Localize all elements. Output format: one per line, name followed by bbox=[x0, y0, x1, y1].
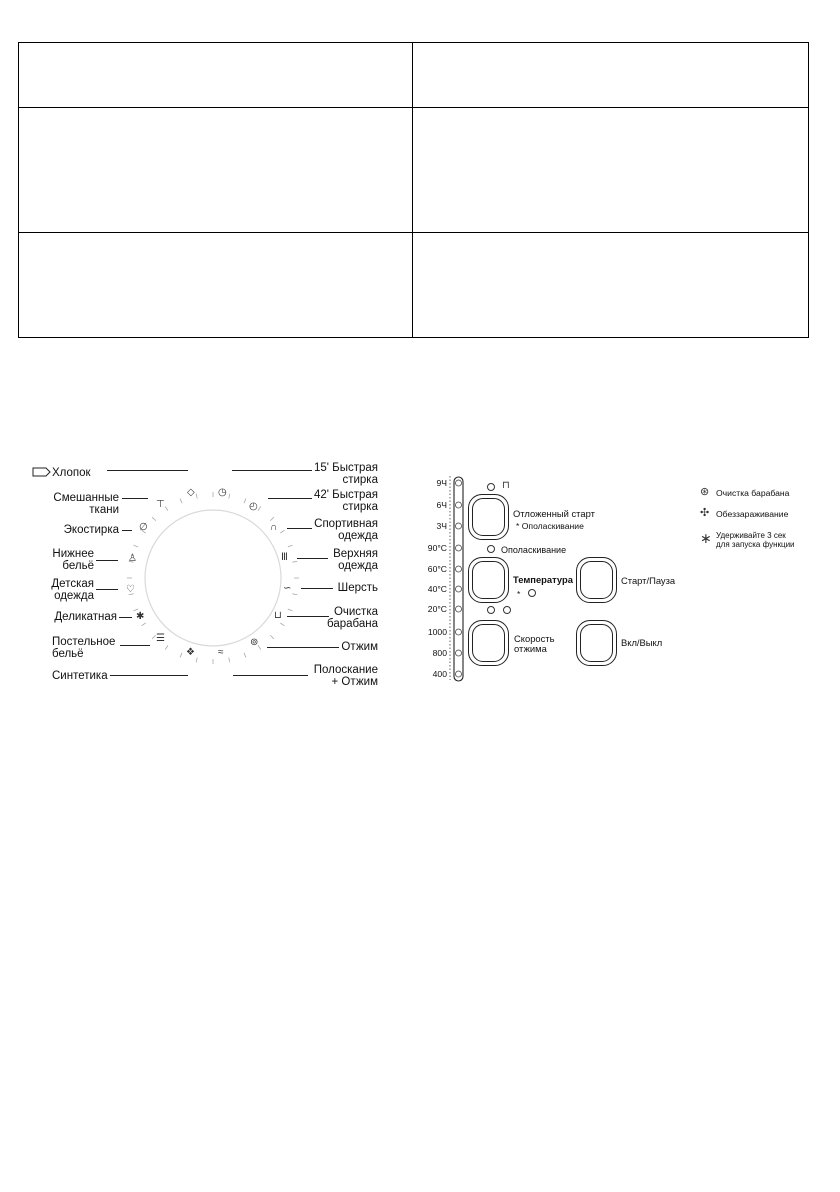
program-eco[interactable]: Экостирка bbox=[63, 524, 119, 536]
delay-start-label: Отложенный старт bbox=[513, 508, 595, 519]
delay-start-button[interactable] bbox=[468, 494, 509, 540]
program-mixed-line bbox=[122, 498, 148, 499]
dial-tick bbox=[180, 499, 182, 504]
program-quick42[interactable]: 42' Быстрая стирка bbox=[313, 489, 378, 513]
dial-tick bbox=[288, 545, 293, 547]
dial-tick bbox=[244, 653, 246, 658]
program-wool[interactable]: Шерсть bbox=[337, 582, 378, 594]
program-cotton[interactable]: Хлопок bbox=[52, 467, 91, 479]
legend-disinfect: Обеззараживание bbox=[716, 509, 789, 519]
legend-hold-note: Удерживайте 3 сек для запуска функции bbox=[716, 531, 795, 549]
program-synthetics-line bbox=[110, 675, 188, 676]
scale-label-90c: 90°C bbox=[427, 543, 447, 553]
dial-tick bbox=[258, 645, 261, 649]
sport-icon: ∩ bbox=[270, 522, 278, 533]
program-rinse-spin[interactable]: Полоскание + Отжим bbox=[313, 664, 378, 688]
dial-tick bbox=[134, 545, 139, 547]
quick15-icon: ◷ bbox=[218, 487, 227, 498]
asterisk-legend-icon: ∗ bbox=[700, 530, 712, 546]
underwear-icon: ♙ bbox=[128, 553, 137, 564]
legend-drum-clean: Очистка барабана bbox=[716, 488, 790, 498]
dial-tick bbox=[196, 494, 197, 499]
scale-label-3h: 3Ч bbox=[436, 521, 447, 531]
rinse-led bbox=[487, 545, 495, 553]
outerwear-icon: Ⅲ bbox=[281, 552, 288, 563]
start-pause-button[interactable] bbox=[576, 557, 617, 603]
delay-start-sub: * Ополаскивание bbox=[516, 521, 584, 531]
program-sport[interactable]: Спортивная одежда bbox=[314, 518, 378, 542]
delicate-icon: ✱ bbox=[136, 611, 145, 622]
temp-extra-icon bbox=[528, 589, 536, 597]
power-label: Вкл/Выкл bbox=[621, 637, 663, 648]
dial-tick bbox=[152, 517, 156, 521]
scale-label-40c: 40°C bbox=[427, 584, 447, 594]
baby-clothes-icon: ♡ bbox=[126, 584, 135, 595]
leaf-icon: ∅ bbox=[139, 522, 148, 533]
program-delicate-line bbox=[119, 617, 132, 618]
temperature-label: Температура bbox=[513, 574, 573, 585]
program-delicate[interactable]: Деликатная bbox=[54, 611, 117, 623]
spin-speed-label: Скорость отжима bbox=[514, 633, 555, 654]
program-mixed[interactable]: Смешанные ткани bbox=[53, 492, 119, 516]
tshirt-icon: ⊤ bbox=[156, 499, 165, 510]
program-underwear-line bbox=[96, 560, 118, 561]
program-eco-line bbox=[122, 530, 132, 531]
bedding-icon: ☰ bbox=[156, 633, 165, 644]
program-outerwear[interactable]: Верхняя одежда bbox=[333, 548, 378, 572]
dial-tick bbox=[141, 623, 145, 626]
dial-tick bbox=[196, 657, 197, 662]
start-pause-label: Старт/Пауза bbox=[621, 575, 676, 586]
program-quick15[interactable]: 15' Быстрая стирка bbox=[313, 462, 378, 486]
program-underwear[interactable]: Нижнее бельё bbox=[52, 548, 94, 572]
dial-tick bbox=[270, 517, 274, 521]
wool-icon: ∽ bbox=[283, 583, 292, 594]
dial-tick bbox=[229, 494, 230, 499]
scale-label-60c: 60°C bbox=[427, 564, 447, 574]
spin-led-2 bbox=[503, 606, 511, 614]
power-button[interactable] bbox=[576, 620, 617, 666]
dial-ticks bbox=[127, 492, 299, 664]
program-drumclean[interactable]: Очистка барабана bbox=[327, 606, 378, 630]
scale-label-6h: 6Ч bbox=[436, 500, 447, 510]
program-bedding[interactable]: Постельное бельё bbox=[52, 636, 116, 660]
dial-tick bbox=[180, 653, 182, 658]
synthetics-icon: ❖ bbox=[186, 647, 195, 658]
dial-tick bbox=[229, 657, 230, 662]
rinse-indicator-label: Ополаскивание bbox=[501, 545, 567, 555]
scale-label-1000: 1000 bbox=[427, 627, 447, 637]
dial-tick bbox=[270, 635, 274, 639]
cotton-icon: ◇ bbox=[187, 487, 195, 498]
scale-label-800: 800 bbox=[432, 648, 447, 658]
scale-label-400: 400 bbox=[432, 669, 447, 679]
rinse-spin-icon: ≈ bbox=[218, 647, 224, 658]
program-cotton-line bbox=[107, 470, 188, 471]
program-synthetics[interactable]: Синтетика bbox=[52, 670, 108, 682]
quick42-icon: ◴ bbox=[249, 501, 258, 512]
dial-tick bbox=[244, 499, 246, 504]
temperature-sub: * bbox=[517, 589, 521, 599]
spin-icon: ⊚ bbox=[250, 637, 259, 648]
spin-led-1 bbox=[487, 606, 495, 614]
program-bedding-line bbox=[120, 645, 150, 646]
drum-clean-icon: ⊔ bbox=[274, 610, 282, 621]
delay-led bbox=[487, 483, 495, 491]
temperature-button[interactable] bbox=[468, 557, 509, 603]
program-kids-line bbox=[96, 589, 118, 590]
dial-tick bbox=[165, 506, 168, 510]
program-spin[interactable]: Отжим bbox=[341, 641, 378, 653]
dial-tick bbox=[165, 645, 168, 649]
spin-speed-button[interactable] bbox=[468, 620, 509, 666]
drum-clean-legend-icon: ⊛ bbox=[700, 486, 710, 498]
dial-tick bbox=[258, 506, 261, 510]
lock-icon: ⊓ bbox=[502, 480, 510, 491]
scale-label-20c: 20°C bbox=[427, 604, 447, 614]
dial-knob bbox=[145, 510, 281, 646]
selected-arrow-icon bbox=[33, 468, 50, 476]
program-kids[interactable]: Детская одежда bbox=[51, 578, 94, 602]
disinfect-legend-icon: ✣ bbox=[700, 507, 710, 519]
scale-label-9h: 9Ч bbox=[436, 478, 447, 488]
